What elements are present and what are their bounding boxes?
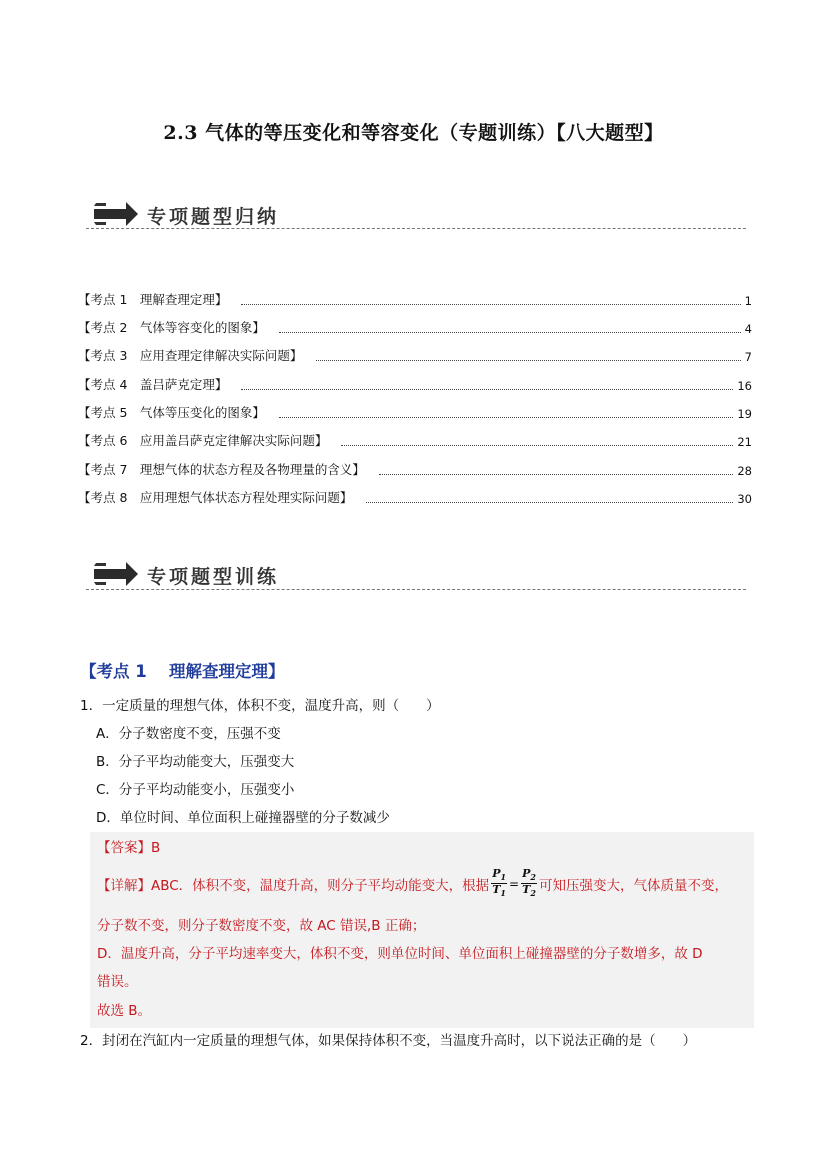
toc-entry[interactable] <box>78 318 752 336</box>
banner-title: 专项题型训练 <box>147 566 280 588</box>
toc-page-number: 28 <box>737 464 752 478</box>
fraction-p1-t1: $\frac{P_1}{T_1}$ <box>492 867 507 899</box>
toc-label: 【考点 3 应用查理定律解决实际问题】 <box>78 348 303 363</box>
document-title: 2.3 气体的等压变化和等容变化（专题训练）【八大题型】 <box>163 122 664 144</box>
toc-page-number: 16 <box>737 379 752 393</box>
detail-line: 错误。 <box>97 974 138 990</box>
toc-page-number: 30 <box>737 492 752 506</box>
arrow-icon <box>92 560 140 588</box>
dashed-divider <box>86 589 746 590</box>
toc-entry[interactable] <box>78 460 752 478</box>
toc-page-number: 21 <box>737 435 752 449</box>
toc-page-number: 1 <box>744 294 752 308</box>
toc-leader <box>279 332 741 333</box>
question-stem: 2．封闭在汽缸内一定质量的理想气体，如果保持体积不变，当温度升高时，以下说法正确的是（ ） <box>80 1033 697 1049</box>
fraction-p2-t2: $\frac{P_2}{T_2}$ <box>522 867 536 899</box>
toc-leader <box>341 445 733 446</box>
toc-leader <box>316 360 740 361</box>
toc-leader <box>366 502 733 503</box>
option-b: B．分子平均动能变大，压强变大 <box>96 754 295 770</box>
option-c: C．分子平均动能变小，压强变小 <box>96 782 295 798</box>
detail-line <box>97 868 728 899</box>
detail-text: 【详解】ABC．体积不变，温度升高，则分子平均动能变大，根据 <box>97 877 490 894</box>
detail-line: D．温度升高，分子平均速率变大，体积不变，则单位时间、单位面积上碰撞器壁的分子数增多，故 D <box>97 946 703 962</box>
toc-page-number: 7 <box>744 350 752 364</box>
toc-page-number: 19 <box>737 407 752 421</box>
toc-entry[interactable] <box>78 403 752 421</box>
toc-leader <box>379 474 733 475</box>
toc-entry[interactable] <box>78 346 752 364</box>
question-stem: 1．一定质量的理想气体，体积不变，温度升高，则（ ） <box>80 698 440 714</box>
toc-entry[interactable] <box>78 488 752 506</box>
toc-label: 【考点 1 理解查理定理】 <box>78 292 228 307</box>
section-banner-training <box>92 560 280 590</box>
section-banner-summary <box>92 200 280 230</box>
toc-entry[interactable] <box>78 431 752 449</box>
toc-leader <box>279 417 733 418</box>
toc-label: 【考点 7 理想气体的状态方程及各物理量的含义】 <box>78 462 365 477</box>
toc-leader <box>241 304 740 305</box>
arrow-icon <box>92 200 140 228</box>
equals-sign: = <box>509 876 520 891</box>
toc-label: 【考点 2 气体等容变化的图象】 <box>78 320 265 335</box>
option-d: D．单位时间、单位面积上碰撞器壁的分子数减少 <box>96 810 390 826</box>
toc-label: 【考点 5 气体等压变化的图象】 <box>78 405 265 420</box>
toc-entry[interactable] <box>78 375 752 393</box>
toc-page-number: 4 <box>744 322 752 336</box>
toc-label: 【考点 6 应用盖吕萨克定律解决实际问题】 <box>78 433 328 448</box>
banner-title: 专项题型归纳 <box>147 206 280 228</box>
option-a: A．分子数密度不变，压强不变 <box>96 726 281 742</box>
toc-label: 【考点 4 盖吕萨克定理】 <box>78 377 228 392</box>
toc-label: 【考点 8 应用理想气体状态方程处理实际问题】 <box>78 490 353 505</box>
section-heading: 【考点 1 理解查理定理】 <box>80 662 285 681</box>
dashed-divider <box>86 228 746 229</box>
detail-line: 故选 B。 <box>97 1003 152 1019</box>
detail-text: 可知压强变大，气体质量不变， <box>538 877 728 894</box>
toc-leader <box>241 389 733 390</box>
detail-line: 分子数不变，则分子数密度不变，故 AC 错误,B 正确； <box>97 918 426 934</box>
answer-label: 【答案】B <box>97 840 161 856</box>
toc-entry[interactable] <box>78 290 752 308</box>
